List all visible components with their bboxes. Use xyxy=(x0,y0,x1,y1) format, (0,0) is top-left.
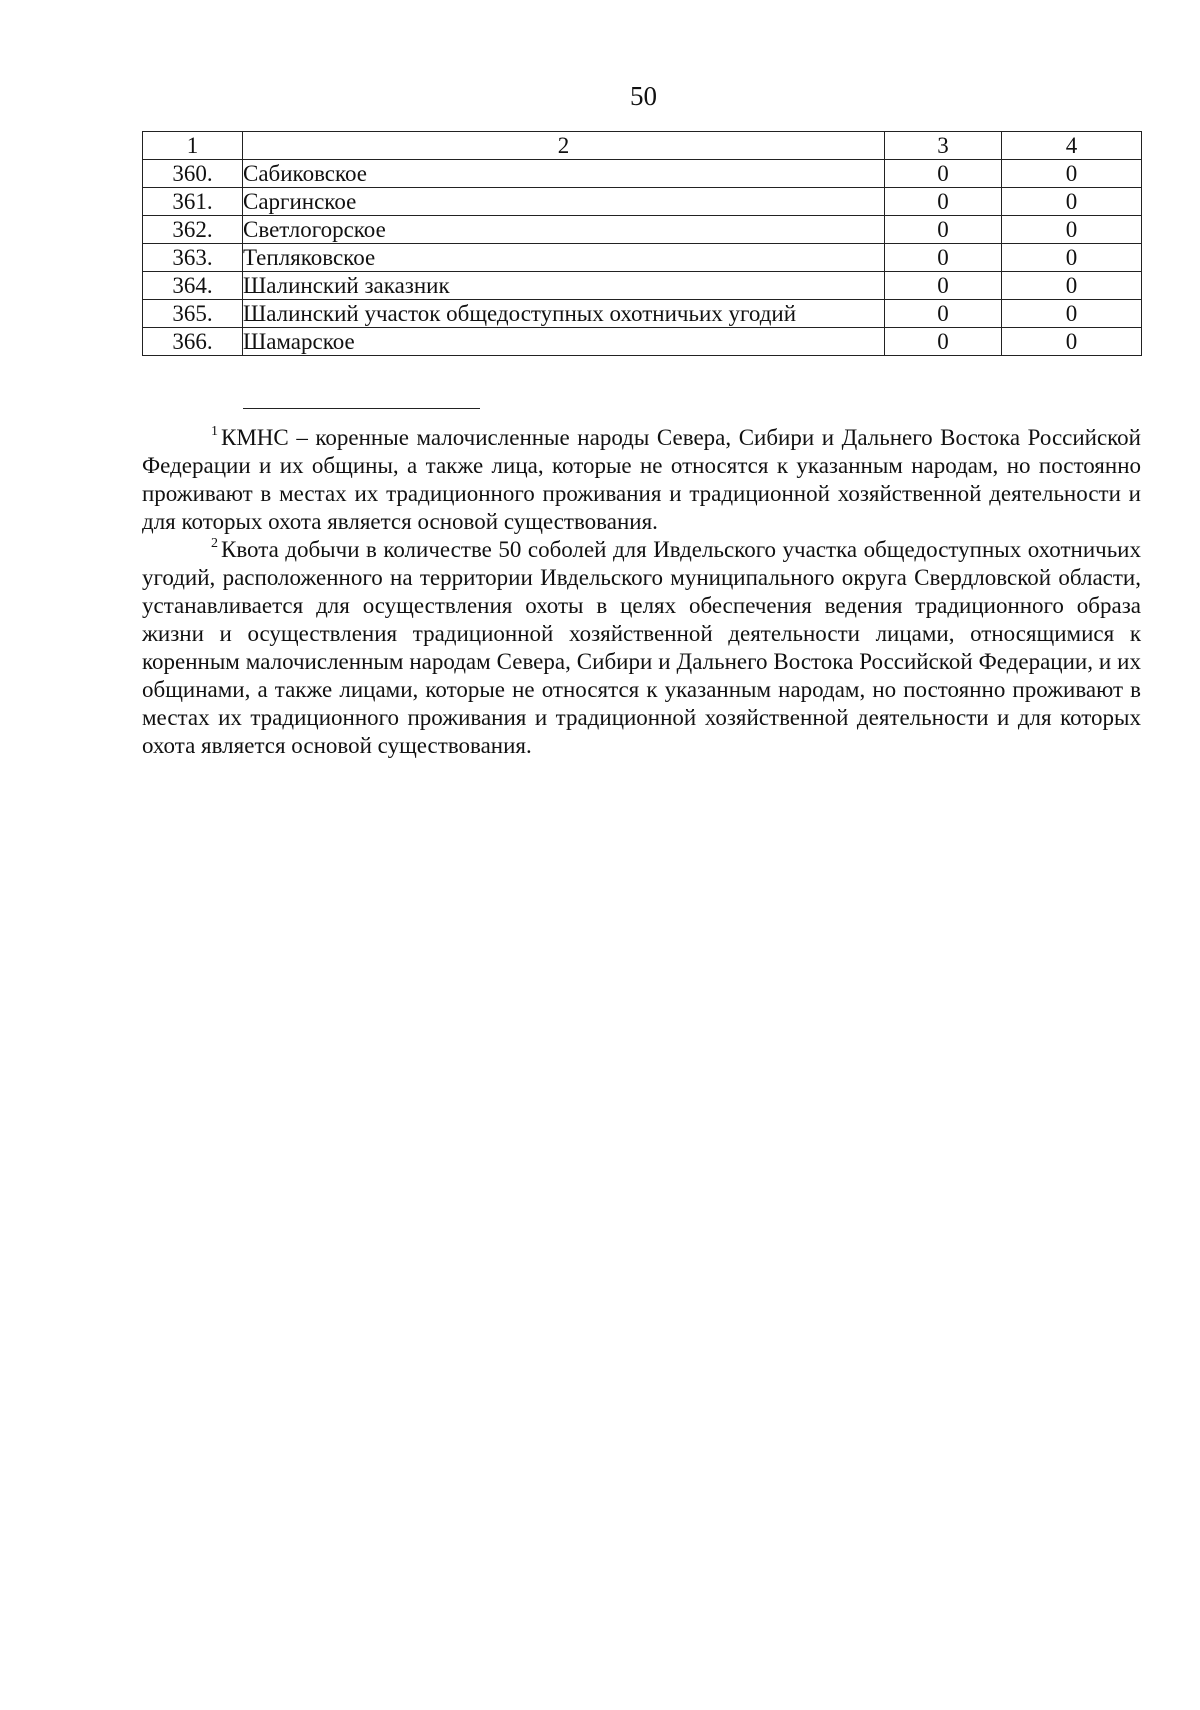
header-cell-4: 4 xyxy=(1002,132,1142,160)
footnote-2 xyxy=(142,536,1141,760)
row-value-3: 0 xyxy=(885,272,1002,300)
table-row xyxy=(143,216,1142,244)
table-row xyxy=(143,244,1142,272)
row-value-3: 0 xyxy=(885,188,1002,216)
row-number: 363. xyxy=(143,244,243,272)
footnote-1 xyxy=(142,424,1141,536)
row-name: Тепляковское xyxy=(243,244,885,272)
row-name: Шалинский участок общедоступных охотничьих угодий xyxy=(243,300,885,328)
footnote-marker: 1 xyxy=(211,424,218,439)
page-number: 50 xyxy=(630,81,657,111)
table-row xyxy=(143,272,1142,300)
row-value-3: 0 xyxy=(885,328,1002,356)
footnote-text: КМНС – коренные малочисленные народы Севера, Сибири и Дальнего Востока Российской Федерации и их общины, а также лица, которые не относятся к указанным народам, но постоянно проживают в местах их традиционного проживания и традиционной хозяйственной деятельности и для которых охота является основой существования. xyxy=(142,425,1141,534)
header-cell-1: 1 xyxy=(143,132,243,160)
footnote-marker: 2 xyxy=(211,536,218,551)
row-value-3: 0 xyxy=(885,300,1002,328)
header-cell-2: 2 xyxy=(243,132,885,160)
row-name: Саргинское xyxy=(243,188,885,216)
row-number: 361. xyxy=(143,188,243,216)
row-value-3: 0 xyxy=(885,244,1002,272)
table-row xyxy=(143,188,1142,216)
row-value-3: 0 xyxy=(885,160,1002,188)
row-value-4: 0 xyxy=(1002,160,1142,188)
row-value-4: 0 xyxy=(1002,188,1142,216)
table-header-row xyxy=(143,132,1142,160)
row-number: 366. xyxy=(143,328,243,356)
data-table xyxy=(142,131,1142,356)
footnotes xyxy=(142,424,1141,760)
table-row xyxy=(143,160,1142,188)
row-value-4: 0 xyxy=(1002,272,1142,300)
row-name: Шамарское xyxy=(243,328,885,356)
row-number: 365. xyxy=(143,300,243,328)
row-number: 362. xyxy=(143,216,243,244)
row-number: 360. xyxy=(143,160,243,188)
row-value-4: 0 xyxy=(1002,328,1142,356)
table-row xyxy=(143,328,1142,356)
row-name: Шалинский заказник xyxy=(243,272,885,300)
row-value-4: 0 xyxy=(1002,300,1142,328)
row-name: Светлогорское xyxy=(243,216,885,244)
header-cell-3: 3 xyxy=(885,132,1002,160)
table-row xyxy=(143,300,1142,328)
row-value-4: 0 xyxy=(1002,244,1142,272)
footnote-separator xyxy=(243,408,480,409)
row-value-3: 0 xyxy=(885,216,1002,244)
footnote-text: Квота добычи в количестве 50 соболей для Ивдельского участка общедоступных охотничьих угодий, расположенного на территории Ивдельского муниципального округа Свердловской области, устанавливается для осуществления охоты в целях обеспечения ведения традиционного образа жизни и осуществления традиционной хозяйственной деятельности лицами, относящимися к коренным малочисленным народам Севера, Сибири и Дальнего Востока Российской Федерации, и их общинами, а также лицами, которые не относятся к указанным народам, но постоянно проживают в местах их традиционного проживания и традиционной хозяйственной деятельности и для которых охота является основой существования. xyxy=(142,537,1141,758)
row-number: 364. xyxy=(143,272,243,300)
row-value-4: 0 xyxy=(1002,216,1142,244)
row-name: Сабиковское xyxy=(243,160,885,188)
